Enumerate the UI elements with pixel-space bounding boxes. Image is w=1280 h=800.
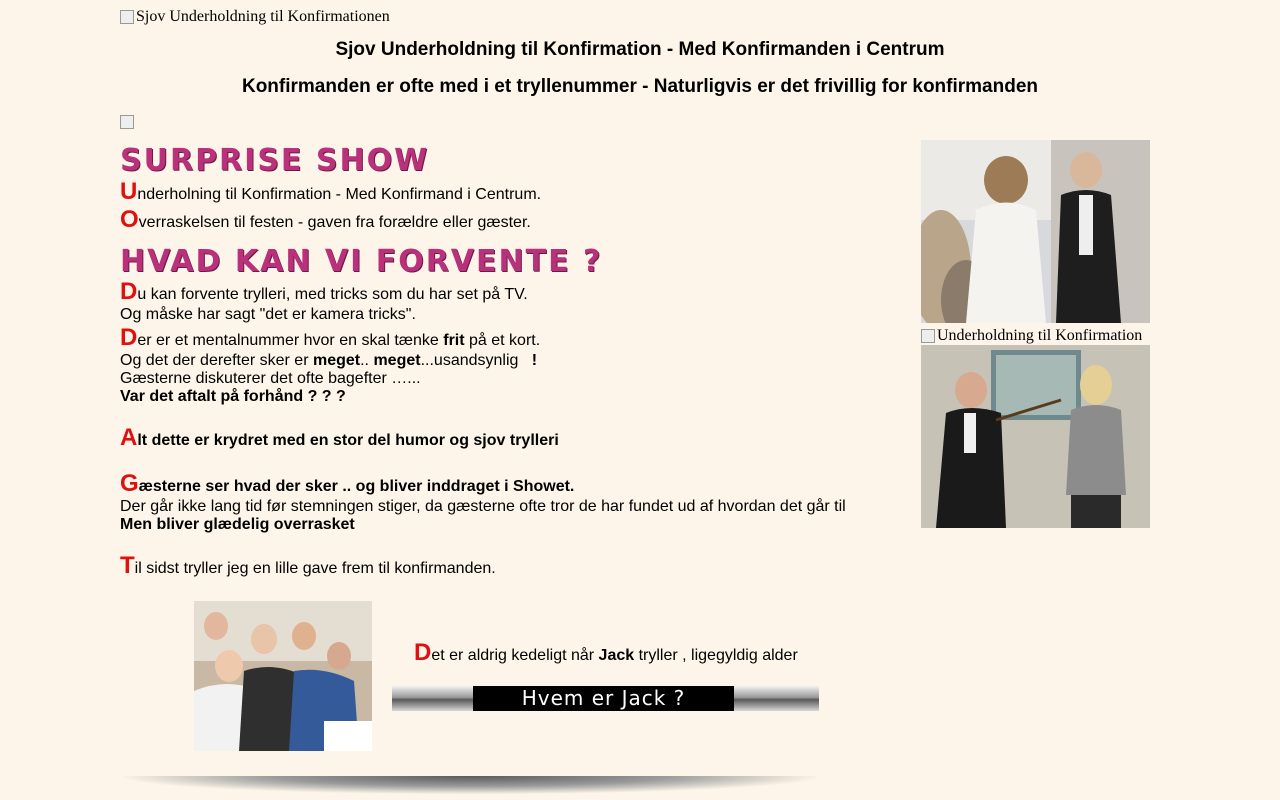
small-image <box>120 115 136 129</box>
paragraph-2: Overraskelsen til festen - gaven fra forældre eller gæster. <box>120 206 531 233</box>
paragraph-8: Det er aldrig kedeligt når Jack tryller , ligegyldig alder <box>414 639 798 666</box>
konfirmation-photo-2 <box>921 345 1150 528</box>
paragraph-4-line-2: Og det der derefter sker er meget.. meget...usandsynlig ! <box>120 352 538 369</box>
party-photo <box>194 601 372 751</box>
hvad-kan-vi-forvente-heading: HVAD KAN VI FORVENTE ? <box>120 244 603 279</box>
paragraph-4-line-3: Gæsterne diskuterer det ofte bagefter …... <box>120 370 421 387</box>
paragraph-3-line-2: Og måske har sagt "det er kamera tricks". <box>120 306 416 323</box>
page-subtitle: Konfirmanden er ofte med i et tryllenummer - Naturligvis er det frivillig for konfirmanden <box>241 76 1039 97</box>
banner-image <box>120 8 390 26</box>
konfirmation-image-alt: Underholdning til Konfirmation <box>921 327 1142 345</box>
banner-image-alt: Sjov Underholdning til Konfirmationen <box>136 8 390 25</box>
hvem-er-jack-button[interactable] <box>392 686 819 711</box>
broken-image-icon <box>120 115 134 129</box>
paragraph-7: Til sidst tryller jeg en lille gave frem til konfirmanden. <box>120 552 496 579</box>
paragraph-1: Underholning til Konfirmation - Med Konfirmand i Centrum. <box>120 178 542 205</box>
paragraph-4: Der er et mentalnummer hvor en skal tænke frit på et kort. <box>120 324 541 351</box>
broken-image-icon <box>921 329 935 343</box>
surprise-show-heading: SURPRISE SHOW <box>120 143 430 178</box>
konfirmation-photo-1 <box>921 140 1150 323</box>
paragraph-6-line-3: Men bliver glædelig overrasket <box>120 516 355 533</box>
page-title: Sjov Underholdning til Konfirmation - Med Konfirmanden i Centrum <box>335 39 945 60</box>
decorative-shadow-divider <box>124 776 816 794</box>
paragraph-6: Gæsterne ser hvad der sker .. og bliver inddraget i Showet. <box>120 470 575 497</box>
paragraph-6-line-2: Der går ikke lang tid før stemningen stiger, da gæsterne ofte tror de har fundet ud af hvordan det går til <box>120 498 846 515</box>
hvem-er-jack-label: Hvem er Jack ? <box>473 686 734 711</box>
paragraph-5: Alt dette er krydret med en stor del humor og sjov trylleri <box>120 424 559 451</box>
paragraph-3: Du kan forvente trylleri, med tricks som du har set på TV. <box>120 278 528 305</box>
paragraph-4-line-4: Var det aftalt på forhånd ? ? ? <box>120 388 346 405</box>
broken-image-icon <box>120 10 134 24</box>
